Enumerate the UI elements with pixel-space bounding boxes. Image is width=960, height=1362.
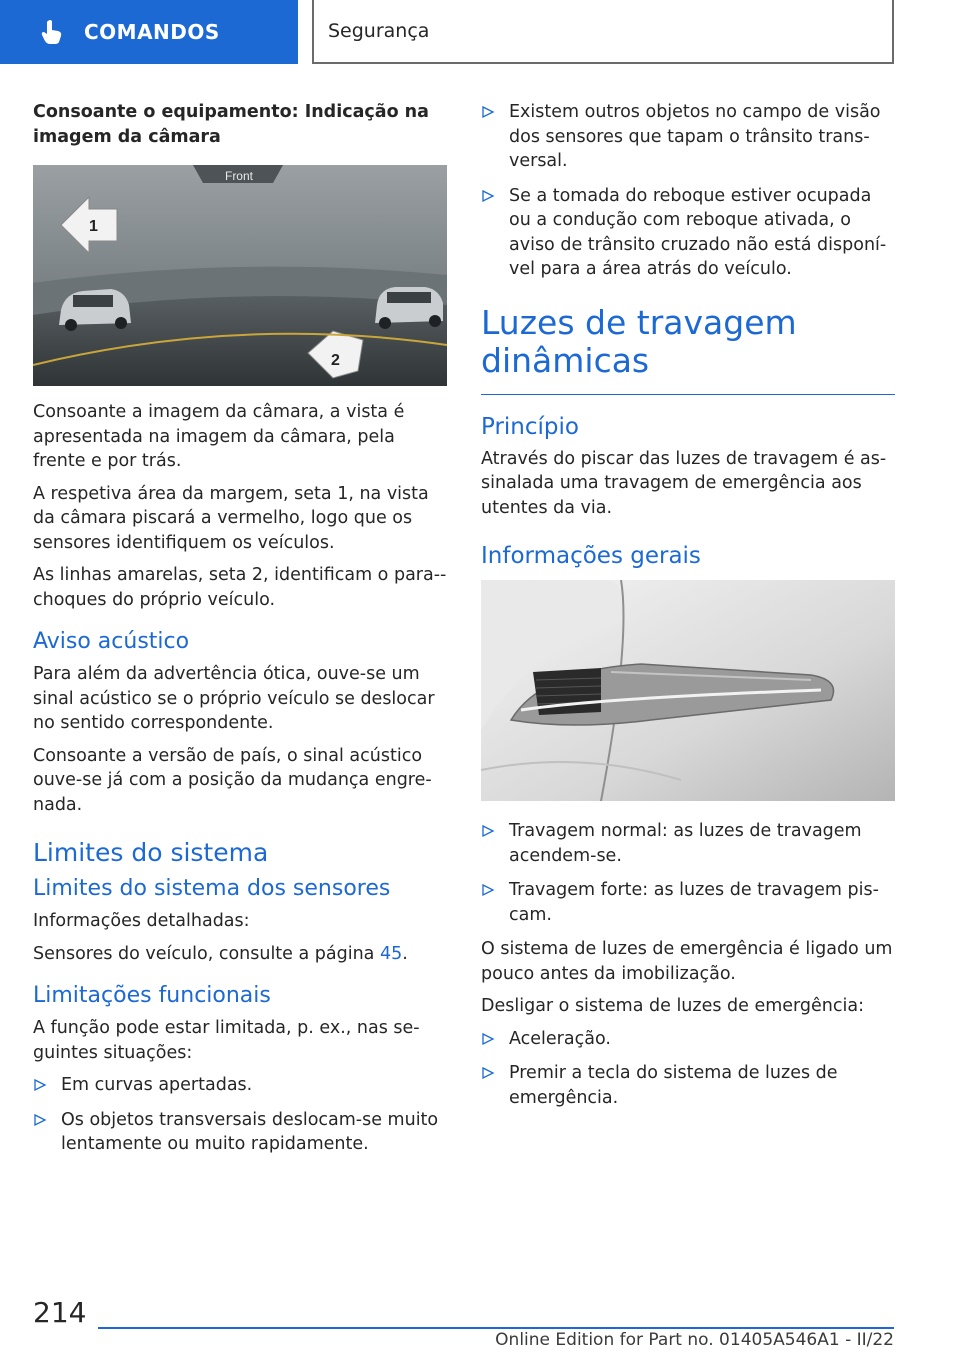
list-item: Os objetos transversais deslocam-se muito lentamente ou muito rapidamente. bbox=[33, 1108, 447, 1157]
tail-light-image bbox=[481, 580, 895, 801]
heading-luzes-travagem: Luzes de travagem dinâmicas bbox=[481, 304, 895, 395]
triangle-bullet-icon bbox=[481, 883, 495, 897]
right-column bbox=[481, 100, 895, 1120]
arrow-2-label: 2 bbox=[331, 352, 340, 369]
triangle-bullet-icon bbox=[481, 1032, 495, 1046]
paragraph: O sistema de luzes de emergência é ligado um pouco antes da imobilização. bbox=[481, 939, 893, 984]
bullet-list bbox=[33, 1073, 447, 1157]
paragraph: Através do piscar das luzes de travagem é as-sinalada uma travagem de emergência aos utentes da via. bbox=[481, 448, 887, 518]
heading-informacoes-gerais: Informações gerais bbox=[481, 543, 701, 569]
header-chapter-box bbox=[312, 0, 894, 64]
header-chapter-title: Segurança bbox=[328, 20, 430, 42]
bullet-list bbox=[481, 819, 895, 927]
bullet-list bbox=[481, 100, 895, 282]
triangle-bullet-icon bbox=[33, 1078, 47, 1092]
heading-limites-do-sistema: Limites do sistema bbox=[33, 838, 269, 867]
front-label: Front bbox=[224, 169, 254, 183]
paragraph: A função pode estar limitada, p. ex., nas se-guintes situações: bbox=[33, 1018, 420, 1063]
paragraph: Desligar o sistema de luzes de emergência: bbox=[481, 996, 865, 1016]
page-link[interactable]: 45 bbox=[379, 943, 403, 964]
paragraph: A respetiva área da margem, seta 1, na vista da câmara piscará a vermelho, logo que os sensores identifiquem os veículos. bbox=[33, 483, 429, 553]
list-item: Se a tomada do reboque estiver ocupada ou a condução com reboque ativada, o aviso de trânsito cruzado não está disponí-vel para a área atrás do veículo. bbox=[481, 184, 895, 282]
heading-limitacoes-funcionais: Limitações funcionais bbox=[33, 983, 271, 1008]
list-item: Travagem forte: as luzes de travagem pis-cam. bbox=[481, 878, 895, 927]
left-column bbox=[33, 100, 447, 1167]
header-section-title: COMANDOS bbox=[84, 20, 220, 44]
heading-limites-sensores: Limites do sistema dos sensores bbox=[33, 876, 391, 901]
list-item: Em curvas apertadas. bbox=[33, 1073, 447, 1098]
paragraph: Consoante a imagem da câmara, a vista é apresentada na imagem da câmara, pela frente e por trás. bbox=[33, 402, 405, 471]
heading-aviso-acustico: Aviso acústico bbox=[33, 629, 190, 654]
paragraph: Consoante a versão de país, o sinal acústico ouve-se já com a posição da mudança engre-nada. bbox=[33, 745, 432, 815]
list-item: Existem outros objetos no campo de visão dos sensores que tapam o trânsito trans-versal. bbox=[481, 100, 895, 174]
triangle-bullet-icon bbox=[481, 1066, 495, 1080]
footer-divider bbox=[98, 1327, 894, 1329]
intro-heading: Consoante o equipamento: Indicação na imagem da câmara bbox=[33, 102, 429, 147]
triangle-bullet-icon bbox=[33, 1113, 47, 1127]
footer-edition: Online Edition for Part no. 01405A546A1 - II/22 bbox=[495, 1330, 894, 1350]
list-item: Premir a tecla do sistema de luzes de emergência. bbox=[481, 1061, 895, 1110]
bullet-list bbox=[481, 1027, 895, 1111]
page-reference: Sensores do veículo, consulte a página 45. bbox=[33, 943, 408, 964]
paragraph: As linhas amarelas, seta 2, identificam o para--choques do próprio veículo. bbox=[33, 565, 447, 610]
heading-principio: Princípio bbox=[481, 413, 579, 440]
paragraph: Para além da advertência ótica, ouve-se um sinal acústico se o próprio veículo se deslocar no sentido correspondente. bbox=[33, 664, 435, 733]
paragraph: Informações detalhadas: bbox=[33, 911, 250, 931]
arrow-1-label: 1 bbox=[89, 218, 98, 235]
hand-pointer-icon bbox=[38, 18, 66, 46]
triangle-bullet-icon bbox=[481, 824, 495, 838]
triangle-bullet-icon bbox=[481, 189, 495, 203]
header-section-tab bbox=[0, 0, 298, 64]
page-number: 214 bbox=[33, 1296, 87, 1329]
list-item: Aceleração. bbox=[481, 1027, 895, 1052]
camera-view-image bbox=[33, 165, 447, 386]
triangle-bullet-icon bbox=[481, 105, 495, 119]
list-item: Travagem normal: as luzes de travagem acendem-se. bbox=[481, 819, 895, 868]
